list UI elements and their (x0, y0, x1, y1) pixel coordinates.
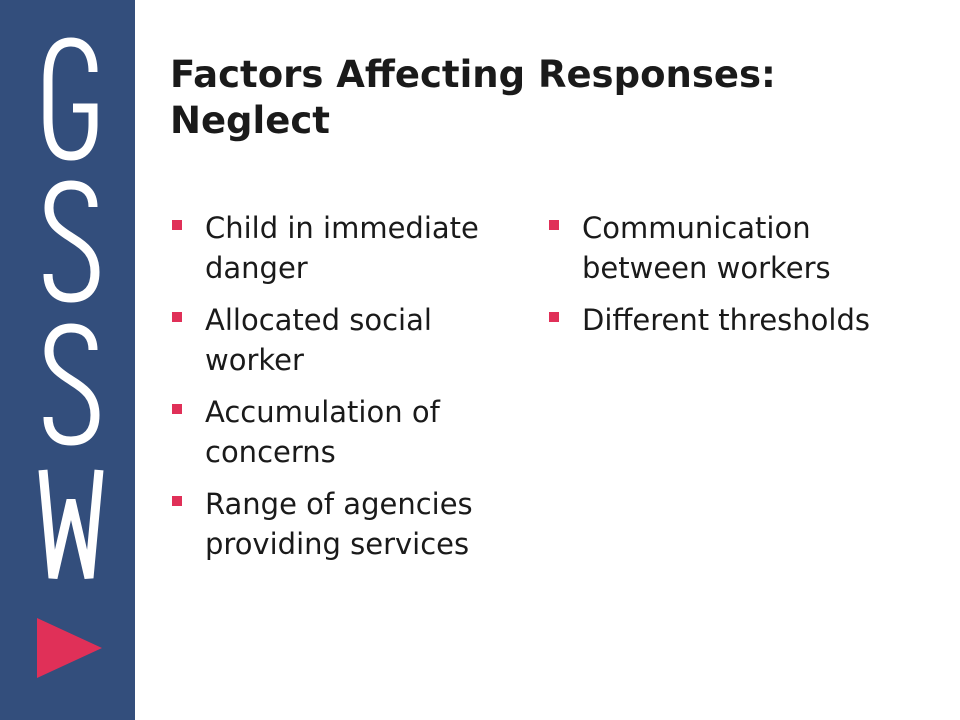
bullet-text: Accumulation of concerns (205, 395, 440, 469)
slide-title (170, 52, 930, 144)
bullet-text: Range of agencies providing services (205, 487, 473, 561)
logo-letter-g (48, 42, 93, 156)
bullet-text: Allocated social worker (205, 303, 432, 377)
square-bullet-icon (172, 496, 182, 506)
slide-title-line-1: Factors Affecting Responses: (170, 53, 776, 96)
sidebar (0, 0, 135, 720)
left-bullet-list (170, 208, 530, 576)
square-bullet-icon (172, 404, 182, 414)
square-bullet-icon (172, 312, 182, 322)
right-bullet-list (547, 208, 937, 352)
bullet-text: Communication between workers (582, 211, 831, 285)
logo-letter-s-2 (48, 328, 95, 441)
bullet-text: Child in immediate danger (205, 211, 479, 285)
gssw-logo (0, 0, 135, 720)
logo-letter-w (43, 470, 99, 578)
square-bullet-icon (549, 220, 559, 230)
list-item (170, 300, 530, 380)
slide-title-line-2: Neglect (170, 99, 330, 142)
bullet-text: Different thresholds (582, 303, 870, 337)
logo-letter-s (48, 185, 95, 298)
list-item (170, 392, 530, 472)
list-item (170, 208, 530, 288)
list-item (547, 208, 937, 288)
square-bullet-icon (549, 312, 559, 322)
square-bullet-icon (172, 220, 182, 230)
list-item (547, 300, 937, 340)
play-triangle-icon (37, 618, 102, 678)
list-item (170, 484, 530, 564)
